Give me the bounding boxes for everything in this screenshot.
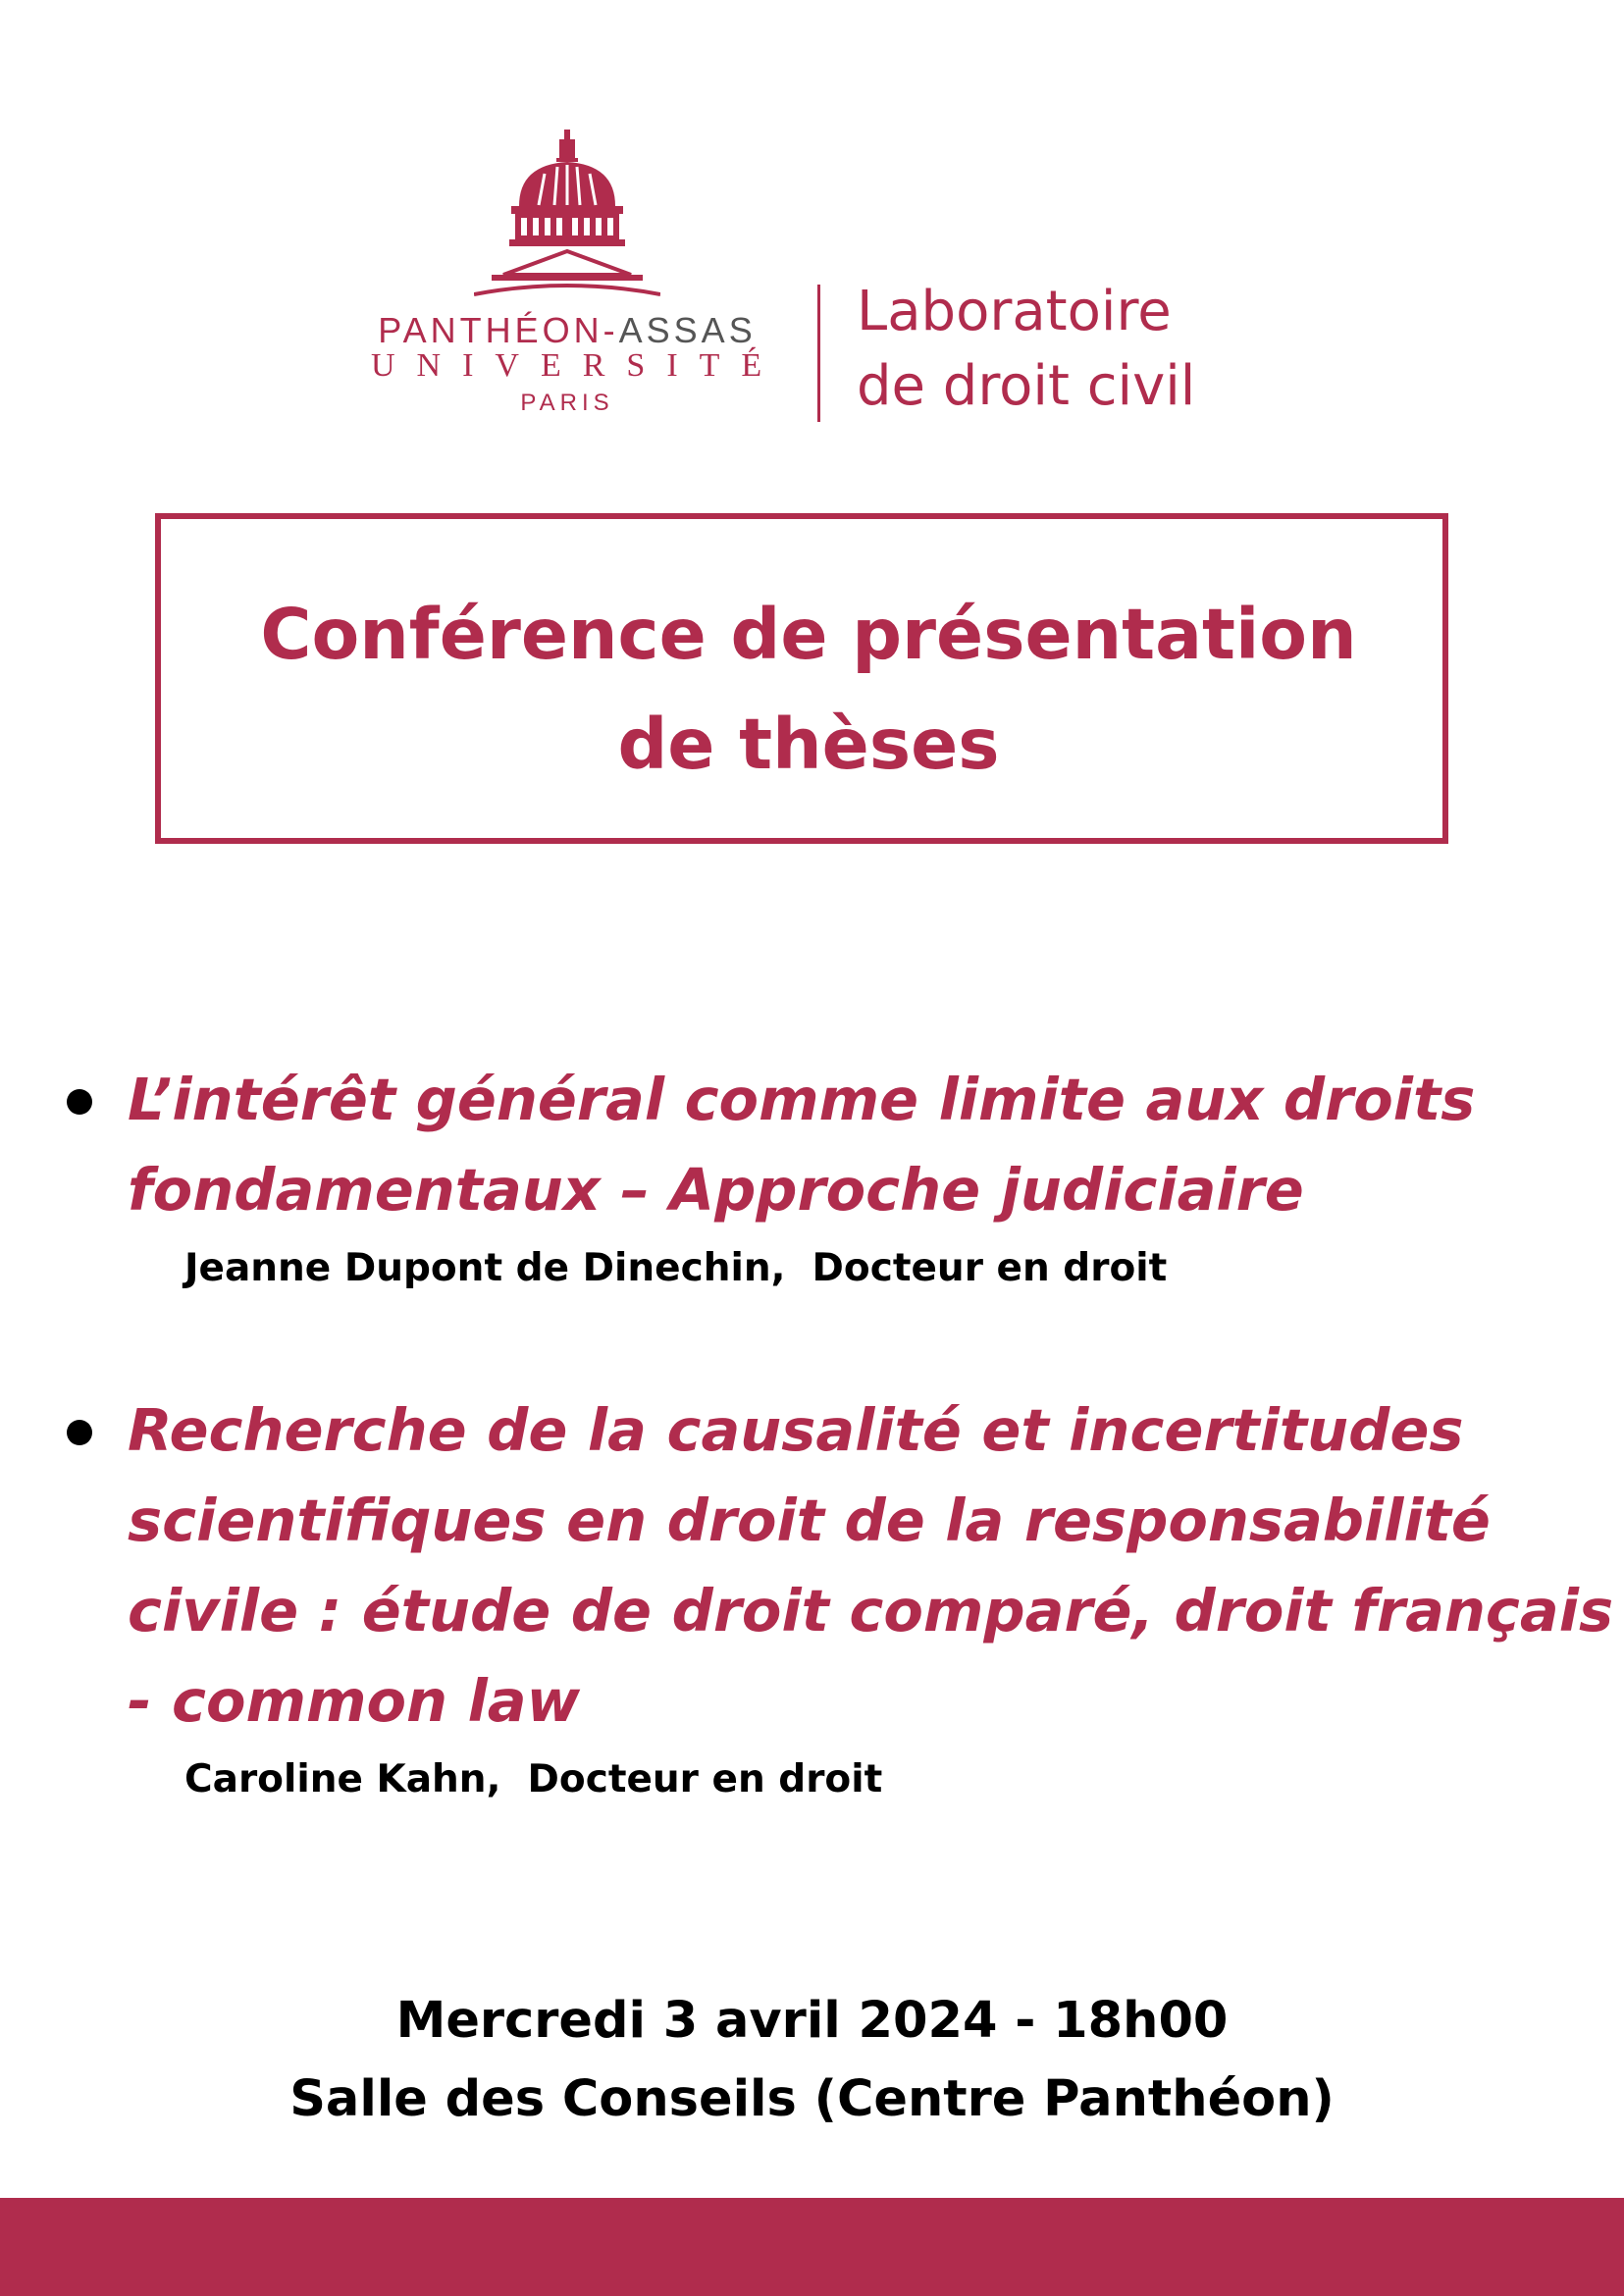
university-logo bbox=[371, 128, 784, 422]
event-location: Salle des Conseils (Centre Panthéon) bbox=[289, 2070, 1335, 2128]
thesis-author: Caroline Kahn, Docteur en droit bbox=[184, 1757, 883, 1801]
event-info bbox=[0, 1982, 1624, 2139]
thesis-item bbox=[67, 1385, 1624, 1805]
title-box bbox=[155, 513, 1448, 844]
lab-name-line2: de droit civil bbox=[857, 354, 1196, 418]
lab-name bbox=[857, 275, 1269, 424]
thesis-title: L’intérêt général comme limite aux droits fondamentaux – Approche judiciaire bbox=[128, 1066, 1476, 1224]
thesis-author: Jeanne Dupont de Dinechin, Docteur en droit bbox=[184, 1246, 1168, 1290]
bullet-icon bbox=[67, 1089, 92, 1115]
footer-bar bbox=[0, 2198, 1624, 2296]
thesis-title: Recherche de la causalité et incertitudes scientifiques en droit de la responsabilité civile : étude de droit comparé, droit français - common law bbox=[128, 1396, 1614, 1735]
lab-name-line1: Laboratoire bbox=[857, 280, 1172, 343]
university-name bbox=[371, 312, 763, 349]
event-date-time: Mercredi 3 avril 2024 - 18h00 bbox=[395, 1992, 1229, 2050]
page-title-line1: Conférence de présentation bbox=[260, 594, 1357, 675]
university-city: PARIS bbox=[520, 390, 614, 416]
bullet-icon bbox=[67, 1420, 92, 1445]
university-name-part-a: PANTHÉON- bbox=[378, 310, 619, 350]
pantheon-dome-icon bbox=[474, 130, 660, 296]
university-subtitle: UNIVERSITÉ bbox=[371, 347, 784, 384]
page-title-line2: de thèses bbox=[617, 704, 1000, 785]
page-title bbox=[230, 580, 1388, 800]
header-logo bbox=[371, 128, 1254, 422]
university-name-part-b: ASSAS bbox=[618, 310, 757, 350]
logo-divider bbox=[817, 285, 820, 422]
thesis-item bbox=[67, 1055, 1624, 1294]
